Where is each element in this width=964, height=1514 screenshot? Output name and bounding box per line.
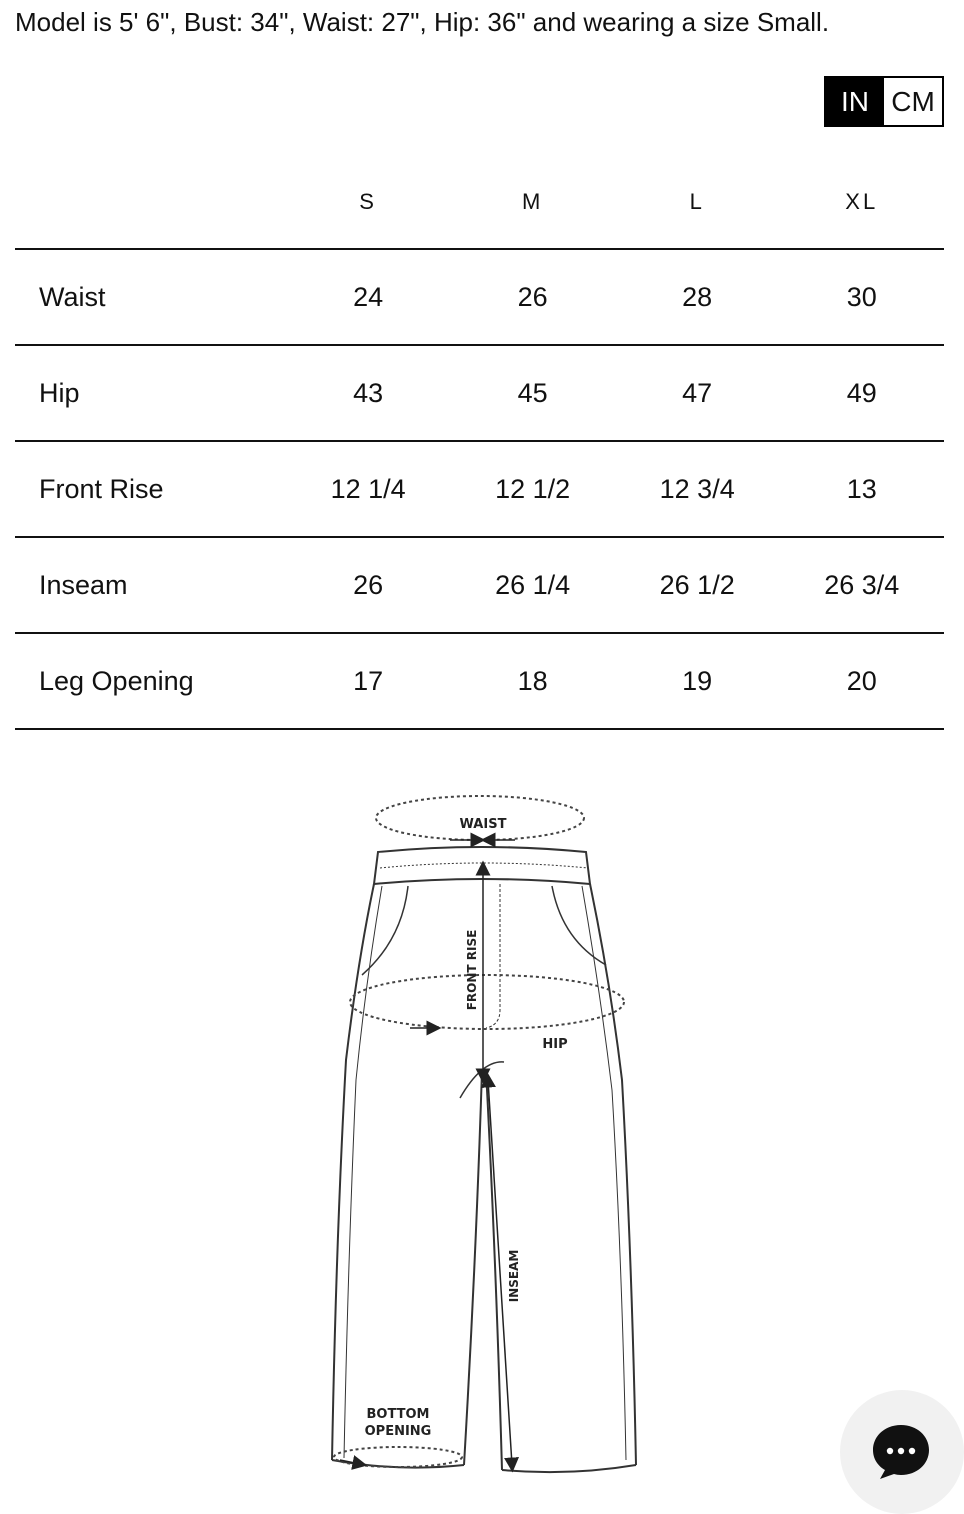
size-chart-table (15, 156, 944, 730)
table-row-hip (15, 345, 944, 441)
bottom-opening-diagram-label-1: BOTTOM (366, 1407, 430, 1422)
table-cell: 18 (450, 633, 615, 729)
table-cell: 12 1/4 (286, 441, 451, 537)
size-header-xl: XL (779, 156, 944, 249)
table-cell: 28 (615, 249, 780, 345)
hip-diagram-label: HIP (542, 1037, 568, 1052)
table-row-leg-opening (15, 633, 944, 729)
table-cell: 43 (286, 345, 451, 441)
table-cell: 13 (779, 441, 944, 537)
unit-toggle[interactable] (824, 76, 944, 127)
table-cell: 19 (615, 633, 780, 729)
size-header-l: L (615, 156, 780, 249)
unit-cm-button[interactable]: CM (884, 78, 942, 125)
table-cell: 26 3/4 (779, 537, 944, 633)
table-cell: 24 (286, 249, 451, 345)
table-cell: 26 (286, 537, 451, 633)
model-size-note: Model is 5' 6", Bust: 34", Waist: 27", Hip: 36" and wearing a size Small. (15, 7, 830, 37)
table-cell: 49 (779, 345, 944, 441)
size-header-s: S (286, 156, 451, 249)
pants-measurement-diagram (300, 760, 690, 1485)
table-cell: 30 (779, 249, 944, 345)
table-cell: 26 (450, 249, 615, 345)
header-empty-cell (15, 156, 286, 249)
table-row-front-rise (15, 441, 944, 537)
bottom-opening-diagram-label-2: OPENING (364, 1424, 432, 1439)
row-label: Front Rise (15, 441, 286, 537)
front-rise-diagram-label: FRONT RISE (465, 929, 479, 1011)
table-cell: 12 1/2 (450, 441, 615, 537)
table-cell: 26 1/4 (450, 537, 615, 633)
table-cell: 17 (286, 633, 451, 729)
row-label: Hip (15, 345, 286, 441)
table-cell: 26 1/2 (615, 537, 780, 633)
table-cell: 12 3/4 (615, 441, 780, 537)
chat-bubble-icon[interactable] (872, 1423, 930, 1481)
inseam-diagram-label: INSEAM (507, 1249, 521, 1303)
row-label: Waist (15, 249, 286, 345)
table-cell: 47 (615, 345, 780, 441)
table-row-inseam (15, 537, 944, 633)
table-cell: 20 (779, 633, 944, 729)
table-cell: 45 (450, 345, 615, 441)
pants-outline (332, 847, 636, 1472)
row-label: Leg Opening (15, 633, 286, 729)
size-header-row (15, 156, 944, 249)
size-header-m: M (450, 156, 615, 249)
row-label: Inseam (15, 537, 286, 633)
waist-diagram-label: WAIST (459, 817, 507, 832)
unit-in-button[interactable]: IN (826, 78, 884, 125)
table-row-waist (15, 249, 944, 345)
